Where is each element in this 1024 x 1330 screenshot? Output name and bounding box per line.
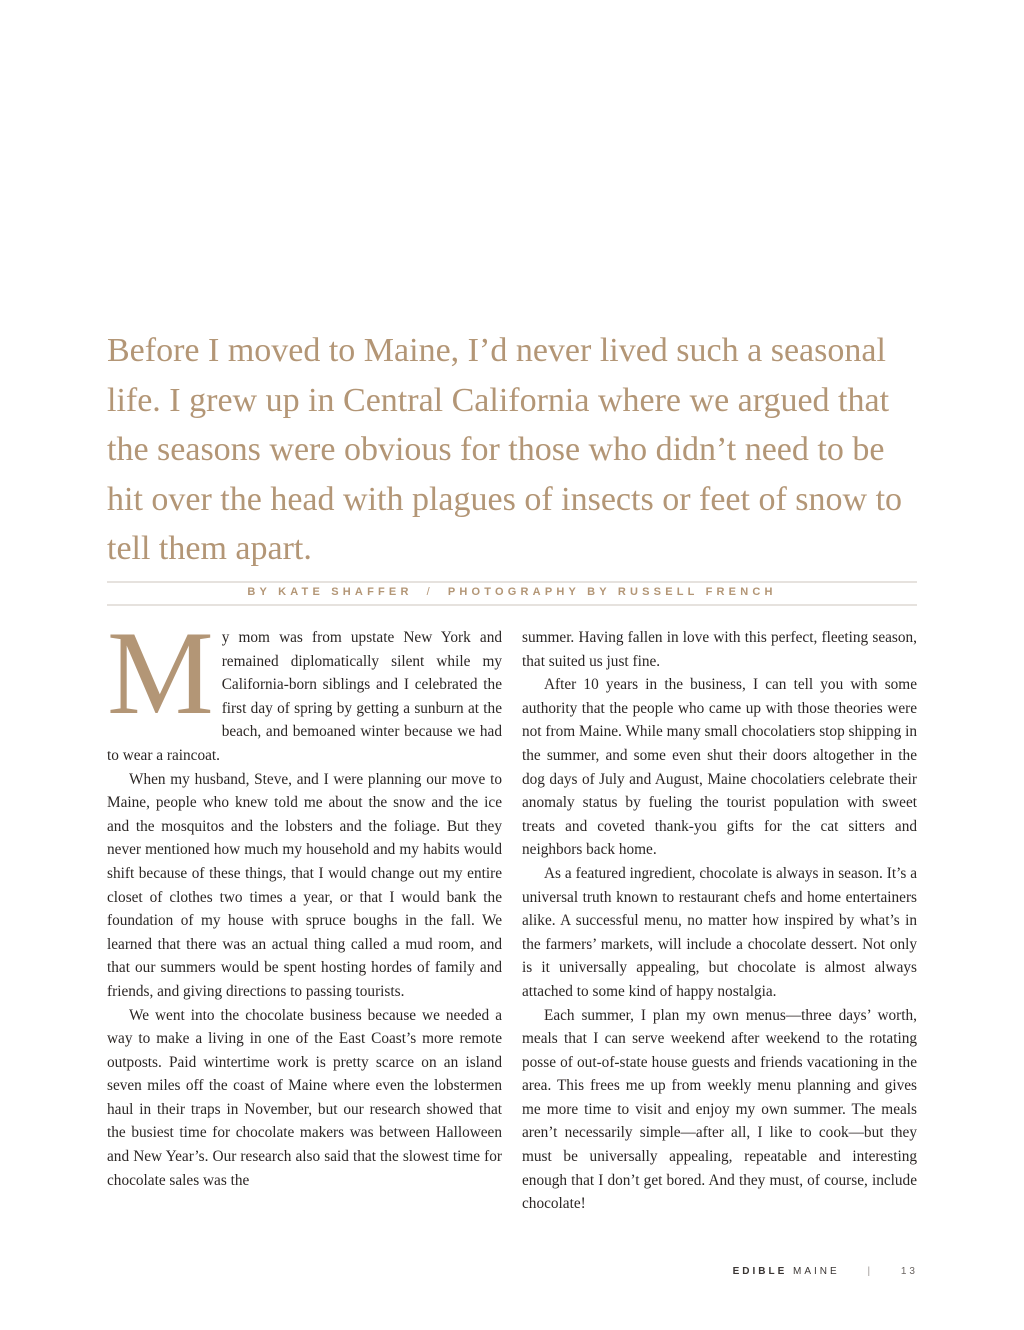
byline-separator: / xyxy=(426,586,434,598)
article-paragraph: As a featured ingredient, chocolate is always in season. It’s a universal truth known to restaurant chefs and home entertainers alike. A successful menu, no matter how inspired by what’s in the farmers’ markets, will include a chocolate dessert. Not only is it universally appealing, but chocolate is almost always attached to some kind of happy nostalgia. xyxy=(522,864,917,1000)
article-paragraph: My mom was from upstate New York and remained diplomatically silent while my California-born siblings and I celebrated the first day of spring by getting a sunburn at the beach, and bemoaned winter because we had to wear a raincoat. xyxy=(107,606,502,764)
article-paragraph: After 10 years in the business, I can tell you with some authority that the people who came up with those theories were not from Maine. While many small chocolatiers stop shipping in the summer, and some even shut their doors altogether in the dog days of July and August, Maine chocolatiers celebrate their anomaly status by fueling the tourist population with sweet treats and coveted thank-you gifts for the cat sitters and neighbors back home. xyxy=(522,676,917,859)
byline-bottom-rule xyxy=(107,604,917,606)
footer-brand: EDIBLE xyxy=(732,1266,788,1277)
page-number: 13 xyxy=(900,1266,918,1277)
article-paragraph: summer. Having fallen in love with this perfect, fleeting season, that suited us just fine. xyxy=(522,629,917,670)
drop-cap: M xyxy=(107,606,214,739)
article-paragraph: Each summer, I plan my own menus—three days’ worth, meals that I can serve weekend after weekend to the rotating posse of out-of-state house guests and friends vacationing in the area. This frees me up from weekly menu planning and gives me more time to visit and enjoy my own summer. The meals aren’t necessarily simple—after all, I like to cook—but they must be universally appealing, repeatable and interesting enough that I don’t get bored. And they must, of course, include chocolate! xyxy=(522,1006,917,1213)
footer-brand-suffix: MAINE xyxy=(793,1266,840,1277)
article-column-right xyxy=(522,626,917,1216)
page-footer xyxy=(733,1266,918,1277)
byline-photography: PHOTOGRAPHY BY RUSSELL FRENCH xyxy=(447,586,777,598)
byline xyxy=(107,586,917,598)
pull-quote-lede: Before I moved to Maine, I’d never lived such a seasonal life. I grew up in Central California where we argued that the seasons were obvious for those who didn’t need to be hit over the head with plagues of insects or feet of snow to tell them apart. xyxy=(107,332,903,567)
article-paragraph: When my husband, Steve, and I were planning our move to Maine, people who knew told me about the snow and the ice and the mosquitos and the lobsters and the foliage. But they never mentioned how much my household and my habits would shift because of these things, that I would change out my entire closet of clothes two times a year, or that I would bank the foundation of my house with spruce boughs in the fall. We learned that there was an actual thing called a mud room, and that our summers would be spent hosting hordes of family and friends, and giving directions to passing tourists. xyxy=(107,770,502,1000)
footer-separator: | xyxy=(867,1266,874,1277)
article-column-left xyxy=(107,606,502,1192)
byline-author: BY KATE SHAFFER xyxy=(247,586,413,598)
article-paragraph: We went into the chocolate business because we needed a way to make a living in one of the East Coast’s more remote outposts. Paid wintertime work is pretty scarce on an island seven miles off the coast of Maine where even the lobstermen haul in their traps in November, but our research showed that the busiest time for chocolate makers was between Halloween and New Year’s. Our research also said that the slowest time for chocolate sales was the xyxy=(107,1006,502,1189)
byline-top-rule xyxy=(107,581,917,583)
